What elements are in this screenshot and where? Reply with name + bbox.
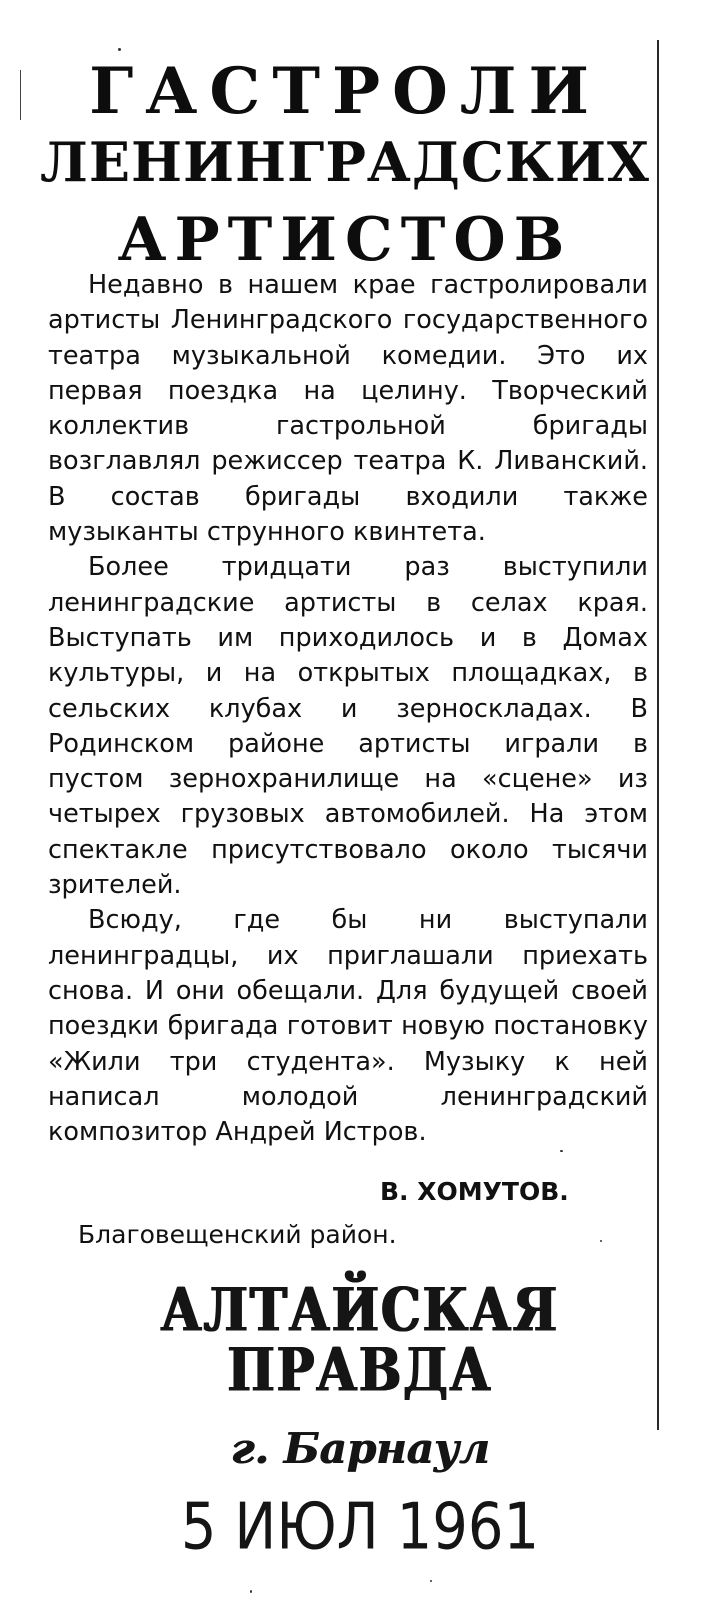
column-rule-left (20, 70, 21, 120)
print-speck (600, 1240, 602, 1242)
print-speck (560, 1150, 563, 1152)
article-paragraph-3: Всюду, где бы ни выступали ленинградцы, их приглашали приехать снова. И они обещали. Для будущей своей поездки бригада готовит новую постановку «Жили три студента». Музыку к ней написал молодой ленинградский композитор Андрей Истров. (48, 905, 648, 1148)
stamp-newspaper-name: АЛТАЙСКАЯ ПРАВДА (160, 1274, 560, 1405)
print-speck (118, 48, 121, 51)
headline-line-3: АРТИСТОВ (117, 205, 573, 275)
article-paragraph-1: Недавно в нашем крае гастролировали артисты Ленинградского государственного театра музыкальной комедии. Это их первая поездка на целину. Творческий коллектив гастрольной бригады возглавлял режиссер театра К. Ливанский. В состав бригады входили также музыканты струнного квинтета. (48, 270, 648, 548)
article-paragraph-2: Более тридцати раз выступили ленинградские артисты в селах края. Выступать им приходилось и в Домах культуры, и на открытых площадках, в сельских клубах и зерноскладах. В Родинском районе артисты играли в пустом зернохранилище на «сцене» из четырех грузовых автомобилей. На этом спектакле присутствовало около тысячи зрителей. (48, 552, 648, 901)
author-signature: В. ХОМУТОВ. (380, 1177, 569, 1206)
stamp-city: г. Барнаул (230, 1424, 490, 1473)
newspaper-stamp (120, 1274, 600, 1565)
article-body (48, 268, 648, 1150)
print-speck (430, 1580, 432, 1582)
column-rule-right (657, 40, 659, 1430)
print-speck (250, 1590, 252, 1593)
headline-line-2: ЛЕНИНГРАДСКИХ (40, 130, 650, 194)
headline-line-1: ГАСТРОЛИ (89, 54, 601, 129)
stamp-date: 5 ИЮЛ 1961 (180, 1490, 540, 1565)
author-location: Благовещенский район. (78, 1220, 397, 1249)
